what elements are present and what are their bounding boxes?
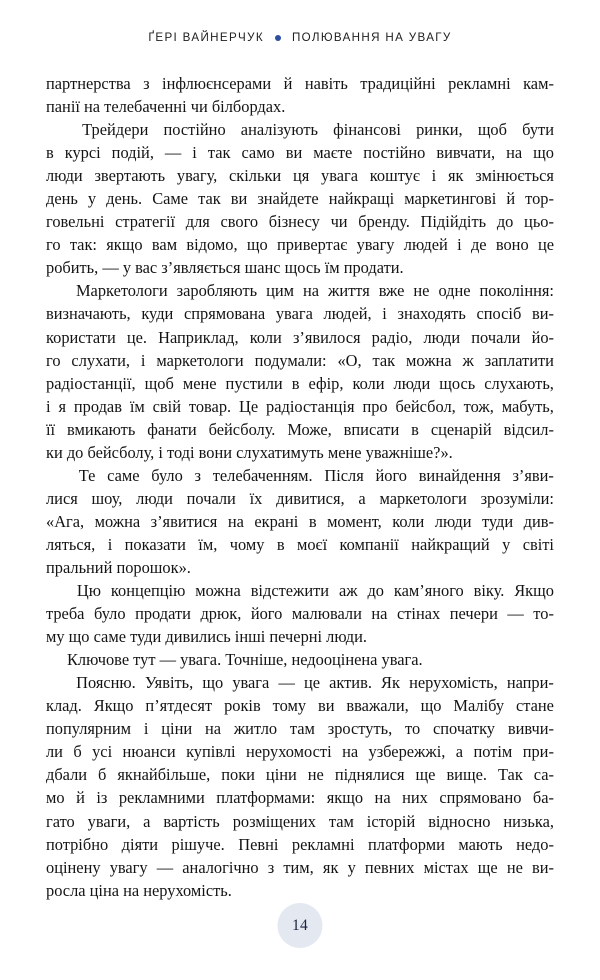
text-line: пральний порошок». — [46, 557, 191, 577]
text-line: Цю концепцію можна відстежити аж до кам’яного віку. Якщо — [46, 579, 554, 602]
paragraph — [46, 648, 554, 671]
text-line: ли б усі нюанси купівлі нерухомості на узбережжі, а потім при- — [46, 742, 554, 762]
text-line: і я продав їм свій товар. Це радіостанція про бейсбол, тож, мабуть, — [46, 396, 554, 416]
text-line: популярним і ціни на житло там зростуть, то спочатку вивчи- — [46, 719, 554, 739]
text-line: Ключове тут — увага. Точніше, недооцінена увага. — [67, 650, 423, 670]
page-number: 14 — [291, 916, 309, 934]
text-line: в курсі подій, — і так само ви маєте постійно вивчати, на що — [46, 143, 554, 163]
text-line: оцінену увагу — аналогічно з тим, як у певних містах ще не ви- — [46, 857, 554, 877]
paragraph-indent — [46, 579, 67, 602]
running-head-title: ПОЛЮВАННЯ НА УВАГУ — [291, 31, 452, 44]
text-line: Маркетологи заробляють цим на життя вже не одне покоління: — [46, 279, 554, 302]
paragraph-indent — [46, 118, 67, 141]
text-line: радіостанції, щоб мене пустили в ефір, коли люди щось слухають, — [46, 373, 554, 393]
text-line: люди звертають увагу, скільки ця увага коштує і як змінюється — [46, 166, 554, 186]
text-line: користати це. Наприклад, коли з’явилося радіо, люди почали йо- — [46, 327, 554, 347]
text-line: ляться, і показати їм, чому в моєї компанії найкращий у світі — [46, 534, 554, 554]
paragraph — [46, 72, 554, 118]
text-line: го так: якщо вам відомо, що привертає увагу людей і де воно це — [46, 235, 554, 255]
text-line: «Ага, можна з’явитися на екрані в момент, коли люди туди див- — [46, 511, 554, 531]
body-text — [46, 72, 554, 902]
text-line: панії на телебаченні чи білбордах. — [46, 97, 286, 117]
text-line: робить, — у вас з’являється шанс щось їм продати. — [46, 258, 404, 278]
text-line: ки до бейсболу, і тоді вони слухатимуть мене уважніше?». — [46, 442, 453, 462]
page-folio — [278, 903, 323, 948]
text-line: день у день. Саме так ви знайдете найкращі маркетингові й тор- — [46, 189, 554, 209]
text-line: мо й із рекламними платформами: якщо на них спрямовано ба- — [46, 788, 554, 808]
text-line: му що саме туди дивились інші печерні люди. — [46, 627, 367, 647]
paragraph — [46, 464, 554, 579]
text-line: потрібно діяти рішуче. Певні рекламні платформи мають недо- — [46, 834, 554, 854]
text-line: Поясню. Уявіть, що увага — це актив. Як нерухомість, напри- — [46, 671, 554, 694]
paragraph-indent — [46, 671, 67, 694]
paragraph — [46, 118, 554, 279]
text-line: Те саме було з телебаченням. Після його винайдення з’яви- — [46, 464, 554, 487]
paragraph — [46, 279, 554, 463]
bullet-dot-icon — [275, 35, 281, 41]
text-line: Трейдери постійно аналізують фінансові ринки, щоб бути — [46, 118, 554, 141]
paragraph — [46, 671, 554, 901]
paragraph-indent — [46, 279, 67, 302]
text-line: говельні стратегії для свого бізнесу чи бренду. Підійдіть до цьо- — [46, 212, 554, 232]
text-line: гато уваги, а вартість розміщених там історій відносно низька, — [46, 811, 554, 831]
text-line: го слухати, і маркетологи подумали: «О, так можна ж заплатити — [46, 350, 554, 370]
text-line: дбали б якнайбільше, поки ціни не піднялися ще вище. Так са- — [46, 765, 554, 785]
running-head — [0, 31, 600, 44]
running-head-author: ҐЕРІ ВАЙНЕРЧУК — [148, 31, 264, 44]
text-line: клад. Якщо п’ятдесят років тому ви вважали, що Малібу стане — [46, 696, 554, 716]
paragraph-indent — [46, 464, 67, 487]
text-line: її вмикають фанати бейсболу. Може, вписати в сценарій відсил- — [46, 419, 554, 439]
text-line: росла ціна на нерухомість. — [46, 880, 232, 900]
text-line: лися шоу, люди почали їх дивитися, а маркетологи зрозуміли: — [46, 488, 554, 508]
text-line: визначають, куди спрямована увага людей, і знаходять спосіб ви- — [46, 304, 554, 324]
text-line: треба було продати дрюк, його малювали на стінах печери — то- — [46, 604, 554, 624]
text-line: партнерства з інфлюєнсерами й навіть традиційні рекламні кам- — [46, 74, 554, 93]
paragraph — [46, 579, 554, 648]
